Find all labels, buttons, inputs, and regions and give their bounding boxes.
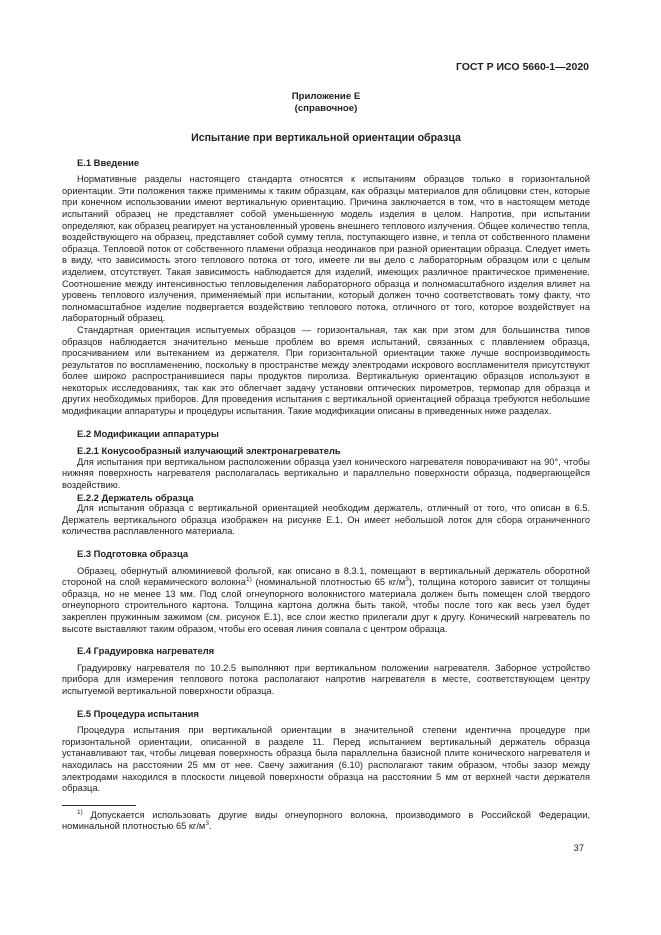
subsection-heading-e21: Е.2.1 Конусообразный излучающий электронагреватель bbox=[77, 445, 341, 457]
superscript: 3 bbox=[405, 576, 409, 584]
section-heading-e4: Е.4 Градуировка нагревателя bbox=[77, 645, 215, 657]
page-title: Испытание при вертикальной ориентации образца bbox=[191, 132, 461, 144]
footnote bbox=[62, 810, 590, 833]
paragraph bbox=[62, 566, 590, 636]
footnote-divider bbox=[62, 805, 136, 806]
document-header: ГОСТ Р ИСО 5660-1—2020 bbox=[455, 61, 589, 73]
paragraph: Стандартная ориентация испытуемых образцов — горизонтальная, так как при этом для большинства типов образцов наблюдается значительно меньше проблем во время испытаний, связанных с плавлением образца, просачиванием или вытеканием из держателя. При горизонтальной ориентации также лучше воспроизводимость результатов по воспламенению, поскольку в пространстве между электродами искрового воспламенителя присутствуют более широко распространившиеся пары продуктов пиролиза. Вертикальную ориентацию образцов используют в некоторых исследованиях, так как это облегчает задачу установки оптических пирометров, термопар для образца и других необходимых приборов. Для проведения испытания с вертикальной ориентацией образца требуются небольшие модификации аппаратуры и процедуры испытания. Такие модификации описаны в приведенных ниже разделах. bbox=[62, 324, 590, 417]
text: Образец, обернутый алюминиевой фольгой, как описано в 8.3.1, помещают в вертикальный держатель оборотной стороной на слой керамического волокна bbox=[62, 565, 590, 588]
footnote-mark: 1) bbox=[77, 808, 83, 816]
text: (номинальной плотностью 65 кг/м bbox=[251, 577, 406, 588]
paragraph: Процедура испытания при вертикальной ориентации в значительной степени идентична процедуре при горизонтальной ориентации, описанной в разделе 11. Перед испытанием вертикальный держатель образца устанавливают так, чтобы лицевая поверхность образца была параллельна базисной плите конического нагревателя и находилась на расстоянии 25 мм от нее. Свечу зажигания (6.10) располагают таким образом, чтобы зазор между электродами находился в плоскости лицевой поверхности образца на расстоянии 5 мм от верхней части держателя образца. bbox=[62, 725, 590, 794]
paragraph: Для испытания образца с вертикальной ориентацией необходим держатель, отличный от того, что описан в 6.5. Держатель вертикального образца изображен на рисунке Е.1. Он имеет небольшой лоток для сбора ограниченного количества расплавленного материала. bbox=[62, 503, 590, 537]
appendix-label: Приложение Е bbox=[291, 91, 361, 102]
paragraph: Градуировку нагревателя по 10.2.5 выполняют при вертикальном положении нагревателя. Заборное устройство прибора для измерения теплового потока располагают напротив нагревателя в месте, соответствующем центру испытуемой вертикальной поверхности образца. bbox=[62, 662, 590, 696]
footnote-ref: 1) bbox=[245, 576, 252, 584]
superscript: 3 bbox=[205, 820, 209, 828]
section-heading-e1: Е.1 Введение bbox=[77, 156, 140, 168]
page-number: 37 bbox=[573, 842, 584, 853]
text: ), толщина которого зависит от толщины образца, но не менее 13 мм. Под слой огнеупорного волокнистого материала должен быть помещен слой твердого огнеупорного строительного картона. Толщина картона должна быть такой, чтобы после того как весь узел будет закреплен пружинным зажимом (см. рисунок Е.1), все слои жестко прилегали друг к другу. Конический нагреватель по высоте выставляют таким образом, чтобы его осевая линия совпала с центром образца. bbox=[62, 577, 590, 634]
section-heading-e5: Е.5 Процедура испытания bbox=[77, 707, 199, 719]
paragraph: Нормативные разделы настоящего стандарта относятся к испытаниям образцов только в горизонтальной ориентации. Эти положения также применимы к таким образцам, как образцы материалов для облицовки стен, которые при конечном использовании имеют вертикальную ориентацию. Причина заключается в том, что в настоящем методе испытаний образец не представляет собой уменьшенную модель изделия в целом. Напротив, при испытании определяют, как образец реагирует на установленный уровень внешнего теплового излучения. Общее количество тепла, воздействующего на образец, представляет собой сумму тепла, поступающего извне, и тепла от собственного пламени образца. Тепловой поток от собственного пламени образца неодинаков при разной ориентации образца. Следует иметь в виду, что зависимость этого теплового потока от того, имеете ли вы дело с лабораторным образцом или с целым изделием, отсутствует. Такая зависимость наблюдается для изделий, имеющих различное практическое применение. Соотношение между интенсивностью тепловыделения лабораторного образца и полномасштабного изделия влияет на уровень теплового излучения, применяемый при испытании, который должен точно соответствовать тому факту, что полномасштабное изделие подвергается воздействию теплового потока, отличного от того, которое воздействует на лабораторный образец. bbox=[62, 174, 590, 324]
appendix-type: (справочное) bbox=[294, 103, 358, 114]
text: . bbox=[208, 821, 212, 832]
text: Допускается использовать другие виды огнеупорного волокна, производимого в Российской Федерации, номинальной плотностью 65 кг/м bbox=[62, 809, 590, 832]
section-heading-e2: Е.2 Модификации аппаратуры bbox=[77, 427, 219, 439]
subsection-heading-e22: Е.2.2 Держатель образца bbox=[77, 491, 194, 503]
section-heading-e3: Е.3 Подготовка образца bbox=[77, 548, 189, 559]
paragraph: Для испытания при вертикальном расположении образца узел конического нагревателя поворачивают на 90°, чтобы нижняя поверхность нагревателя располагалась вертикально и параллельно поверхности образца, подвергающейся воздействию. bbox=[62, 456, 590, 491]
page-content bbox=[62, 91, 590, 854]
